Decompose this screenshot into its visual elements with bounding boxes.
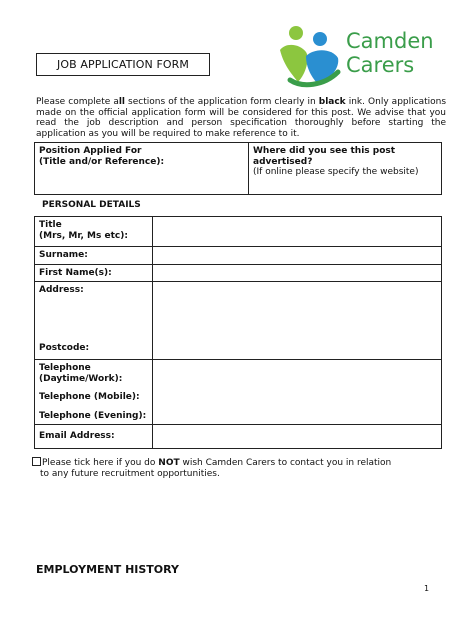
page-number: 1 (424, 584, 430, 593)
telephone-evening-label: Telephone (Evening): (39, 410, 147, 421)
telephone-label-cell (35, 360, 153, 425)
logo-text-camden: Camden (346, 29, 434, 53)
address-label-cell (35, 282, 153, 360)
consent-checkbox[interactable] (32, 457, 41, 466)
advertised-note: (If online please specify the website) (253, 167, 419, 177)
email-label: Email Address: (35, 425, 153, 449)
form-title: JOB APPLICATION FORM (36, 53, 210, 76)
personal-details-table (34, 216, 442, 449)
personal-details-heading: PERSONAL DETAILS (42, 200, 141, 210)
address-field[interactable] (153, 282, 442, 360)
consent-text-line2: to any future recruitment opportunities. (40, 469, 220, 479)
position-applied-cell[interactable] (35, 143, 249, 195)
telephone-day-sublabel: (Daytime/Work): (39, 373, 123, 384)
advertised-label: Where did you see this post (253, 146, 396, 156)
position-applied-sublabel: (Title and/or Reference): (39, 156, 165, 167)
consent-text: Please tick here if you do NOT wish Camden Carers to contact you in relation to any future recruitment opportunities. (32, 457, 432, 480)
telephone-fields[interactable] (153, 360, 442, 425)
surname-field[interactable] (153, 247, 442, 265)
first-names-field[interactable] (153, 264, 442, 282)
email-field[interactable] (153, 425, 442, 449)
telephone-day-label: Telephone (39, 363, 91, 373)
surname-label: Surname: (35, 247, 153, 265)
telephone-mobile-label: Telephone (Mobile): (39, 392, 140, 402)
title-field[interactable] (153, 217, 442, 247)
people-logo-icon (276, 22, 346, 92)
first-names-label: First Name(s): (35, 264, 153, 282)
camden-carers-logo (276, 22, 456, 92)
position-table (34, 142, 442, 195)
position-applied-label: Position Applied For (39, 146, 142, 156)
postcode-label: Postcode: (39, 342, 90, 353)
employment-history-heading: EMPLOYMENT HISTORY (36, 563, 179, 576)
title-label-cell: Title (Mrs, Mr, Ms etc): (35, 217, 153, 247)
address-label: Address: (39, 285, 84, 295)
advertised-where-cell[interactable] (249, 143, 442, 195)
advertised-label-2: advertised? (253, 156, 313, 167)
logo-text-carers: Carers (346, 53, 415, 77)
intro-paragraph: Please complete all sections of the application form clearly in black ink. Only applications made on the official application form will be considered for this post. We advise that you read the job description and person specification thoroughly before starting the application as you will be required to make reference to it. (36, 97, 447, 139)
